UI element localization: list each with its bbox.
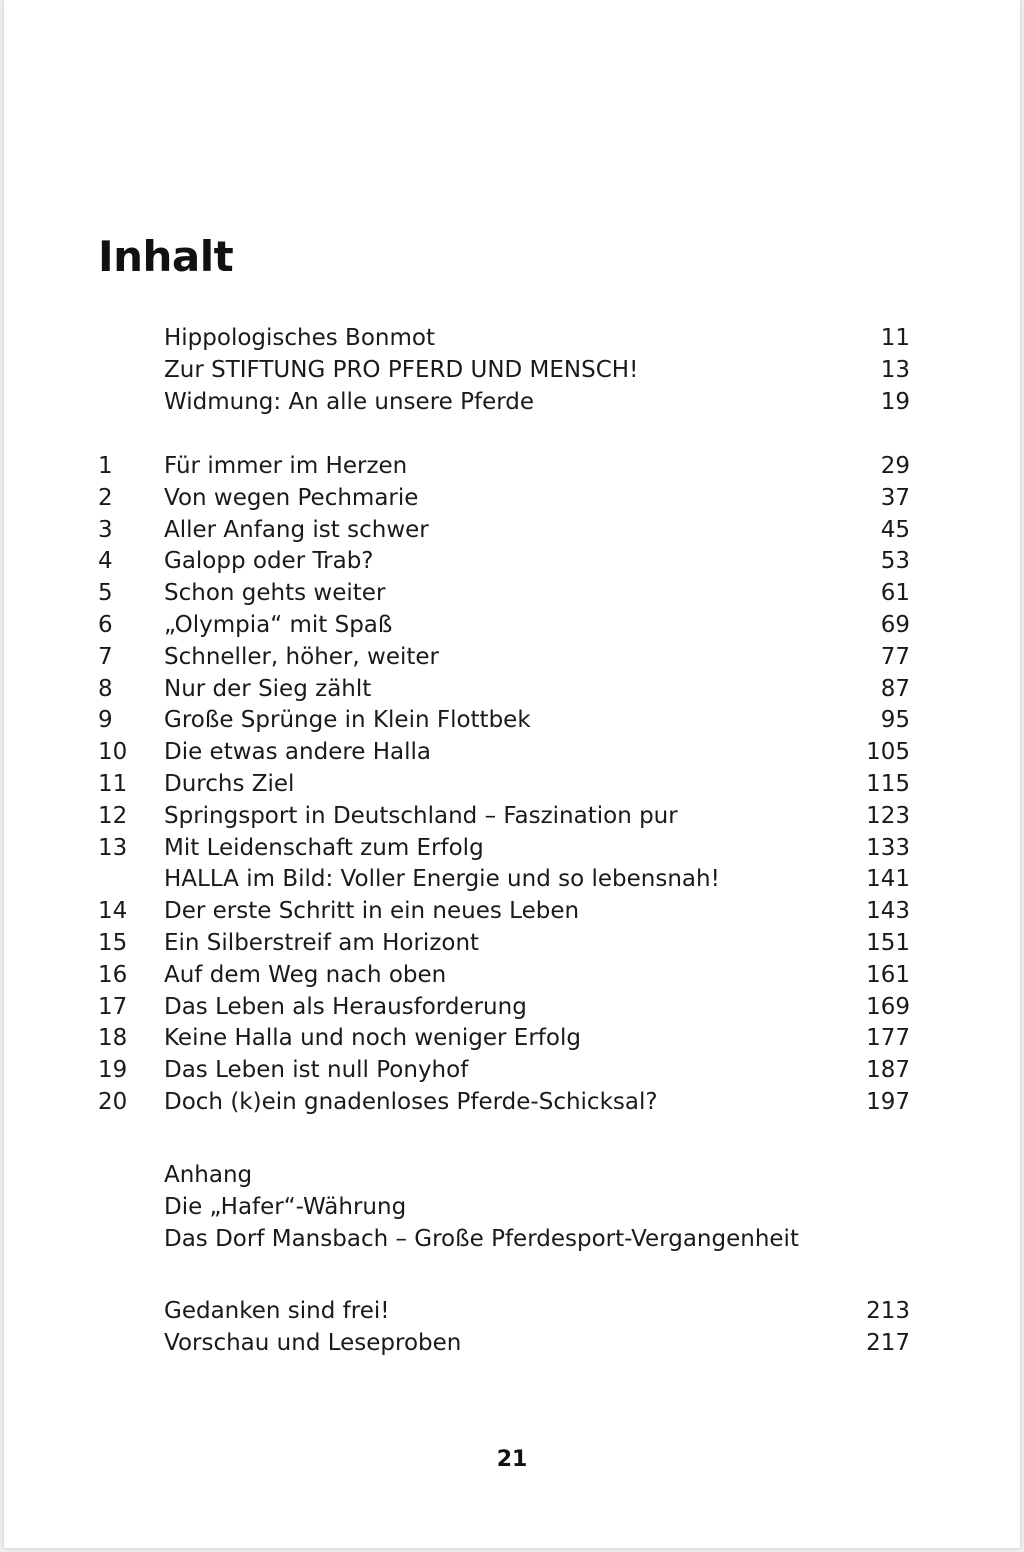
toc-chapter-number: 1 <box>98 453 113 479</box>
toc-entry <box>98 322 910 354</box>
toc-page-number: 161 <box>866 961 910 988</box>
toc-chapter-number: 13 <box>98 834 128 861</box>
toc-entry <box>98 482 910 514</box>
page-number: 21 <box>496 1447 528 1472</box>
toc-entry <box>98 704 910 736</box>
toc-page-number: 95 <box>880 707 910 734</box>
toc-entry <box>98 927 910 959</box>
toc-page-number: 37 <box>880 484 910 511</box>
toc-chapter-number: 14 <box>98 898 128 925</box>
toc-entry-title: Ein Silberstreif am Horizont <box>164 930 480 956</box>
toc-entry-title: Das Leben ist null Ponyhof <box>164 1057 469 1084</box>
toc-page-number: 115 <box>866 771 910 797</box>
toc-page-number: 69 <box>880 612 910 638</box>
toc-page-number: 217 <box>866 1329 910 1356</box>
toc-page-number: 151 <box>866 930 910 956</box>
toc-entry <box>98 1159 910 1191</box>
toc-entry-title: Das Dorf Mansbach – Große Pferdesport-Vergangenheit <box>164 1225 799 1252</box>
toc-chapter-number: 9 <box>98 707 113 734</box>
toc-chapter-number: 7 <box>98 643 113 670</box>
toc-page-number: 19 <box>880 388 910 415</box>
toc-entry <box>98 450 910 482</box>
toc-entry-title: Durchs Ziel <box>164 771 295 797</box>
toc-entry-title: Von wegen Pechmarie <box>164 484 419 511</box>
toc-entry <box>98 863 910 895</box>
toc-entry <box>98 832 910 864</box>
toc-entry-title: HALLA im Bild: Voller Energie und so lebensnah! <box>164 866 720 893</box>
toc-entry-title: Schon gehts weiter <box>164 580 386 607</box>
toc-entry <box>98 514 910 546</box>
toc-chapter-number: 16 <box>98 961 128 988</box>
toc-entry <box>98 959 910 991</box>
toc-entry <box>98 609 910 641</box>
toc-page-number: 133 <box>866 834 910 861</box>
toc-entry-title: Galopp oder Trab? <box>164 548 374 575</box>
toc-entry <box>98 991 910 1023</box>
toc-page-number: 143 <box>866 898 910 925</box>
toc-chapter-number: 20 <box>98 1089 128 1115</box>
toc-entry-title: Gedanken sind frei! <box>164 1298 390 1324</box>
toc-entry-title: Schneller, höher, weiter <box>164 643 439 670</box>
toc-page-number: 29 <box>880 453 910 479</box>
toc-entry <box>98 673 910 705</box>
toc-page-number: 61 <box>880 580 910 607</box>
toc-entry-title: Nur der Sieg zählt <box>164 675 372 702</box>
toc-entry-title: Mit Leidenschaft zum Erfolg <box>164 834 484 861</box>
toc-entry-title: Für immer im Herzen <box>164 453 408 479</box>
toc-entry <box>98 386 910 418</box>
toc-entry <box>98 768 910 800</box>
toc-page-number: 187 <box>866 1057 910 1084</box>
toc-chapter-number: 8 <box>98 675 113 702</box>
toc-page-number: 53 <box>880 548 910 575</box>
toc-page-number: 169 <box>866 993 910 1020</box>
toc-chapter-number: 17 <box>98 993 128 1020</box>
toc-chapter-number: 5 <box>98 580 113 607</box>
toc-entry <box>98 1086 910 1118</box>
toc-page-number: 13 <box>880 356 910 383</box>
toc-entry-title: Widmung: An alle unsere Pferde <box>164 388 535 415</box>
toc-page-number: 213 <box>866 1298 910 1324</box>
toc-entry-title: Das Leben als Herausforderung <box>164 993 527 1020</box>
toc-entry-title: Doch (k)ein gnadenloses Pferde-Schicksal? <box>164 1089 658 1115</box>
toc-entry-title: Aller Anfang ist schwer <box>164 516 429 543</box>
toc-page-number: 45 <box>880 516 910 543</box>
toc-entry-title: Hippologisches Bonmot <box>164 325 435 351</box>
toc-page-number: 87 <box>880 675 910 702</box>
toc-chapter-number: 2 <box>98 484 113 511</box>
toc-chapter-number: 19 <box>98 1057 128 1084</box>
toc-page-number: 123 <box>866 802 910 829</box>
toc-entry-title: Große Sprünge in Klein Flottbek <box>164 707 531 734</box>
toc-page-number: 11 <box>880 325 910 351</box>
toc-page-number: 77 <box>880 643 910 670</box>
toc-entry-title: Der erste Schritt in ein neues Leben <box>164 898 580 925</box>
toc-entry <box>98 1295 910 1327</box>
toc-entry-title: Auf dem Weg nach oben <box>164 961 447 988</box>
toc-entry <box>98 545 910 577</box>
toc-entry <box>98 800 910 832</box>
toc-entry-title: „Olympia“ mit Spaß <box>164 612 393 638</box>
toc-chapter-number: 18 <box>98 1025 128 1052</box>
toc-entry <box>98 354 910 386</box>
toc-entry-title: Anhang <box>164 1162 253 1188</box>
toc-entry <box>98 1191 910 1223</box>
toc-entry-title: Vorschau und Leseproben <box>164 1329 462 1356</box>
toc-page-number: 197 <box>866 1089 910 1115</box>
toc-entry <box>98 736 910 768</box>
toc-entry-title: Die etwas andere Halla <box>164 739 432 766</box>
toc-entry <box>98 1054 910 1086</box>
toc-entry-title: Keine Halla und noch weniger Erfolg <box>164 1025 581 1052</box>
toc-entry-title: Die „Hafer“-Währung <box>164 1193 407 1220</box>
toc-entry <box>98 577 910 609</box>
toc-chapter-number: 3 <box>98 516 113 543</box>
toc-page-number: 177 <box>866 1025 910 1052</box>
toc-chapter-number: 10 <box>98 739 128 766</box>
toc-entry <box>98 895 910 927</box>
page-title: Inhalt <box>98 232 234 281</box>
toc-entry <box>98 1022 910 1054</box>
toc-chapter-number: 12 <box>98 802 128 829</box>
toc-entry <box>98 641 910 673</box>
toc-page-number: 141 <box>866 866 910 893</box>
toc-chapter-number: 11 <box>98 771 128 797</box>
book-page <box>4 0 1020 1548</box>
toc-chapter-number: 15 <box>98 930 128 956</box>
toc-entry <box>98 1327 910 1359</box>
toc-chapter-number: 6 <box>98 612 113 638</box>
toc-entry <box>98 1223 910 1255</box>
toc-entry-title: Springsport in Deutschland – Faszination pur <box>164 802 678 829</box>
toc-chapter-number: 4 <box>98 548 113 575</box>
toc-page-number: 105 <box>866 739 910 766</box>
toc-entry-title: Zur STIFTUNG PRO PFERD UND MENSCH! <box>164 356 639 383</box>
